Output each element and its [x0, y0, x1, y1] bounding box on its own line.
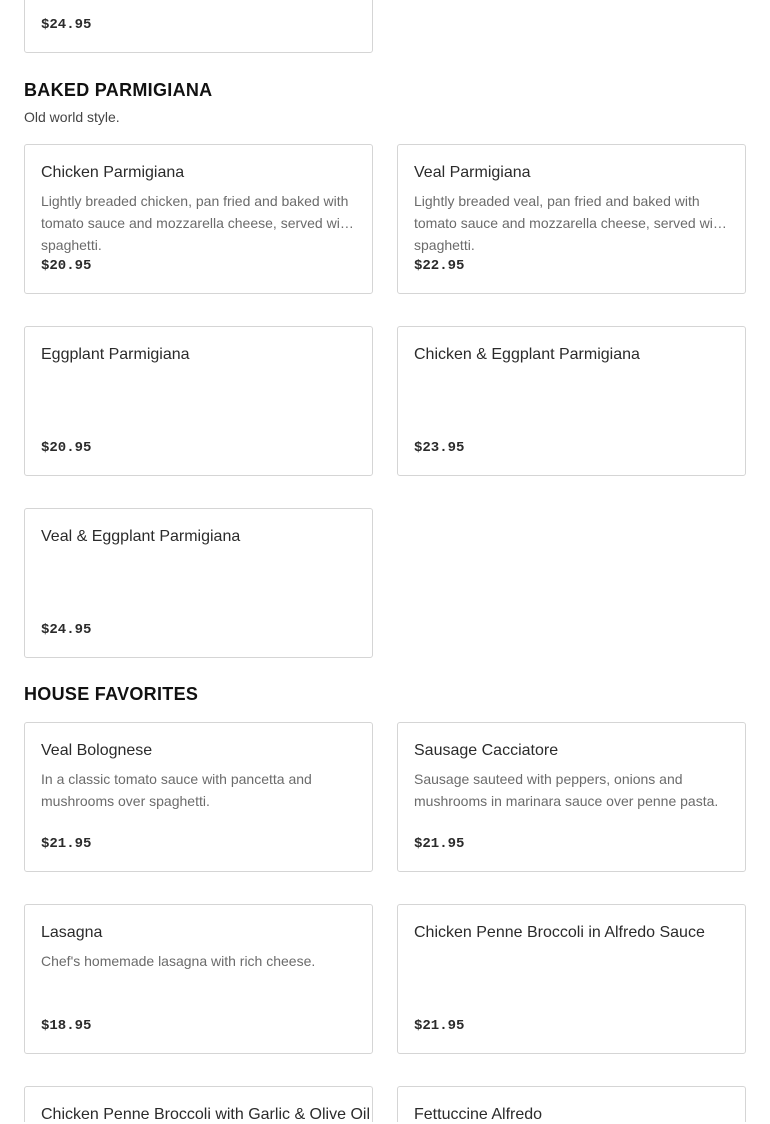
item-name: Chicken & Eggplant Parmigiana [414, 346, 640, 363]
item-name: Fettuccine Alfredo [414, 1106, 543, 1123]
menu-item-card[interactable] [24, 722, 373, 872]
item-name: Chicken Penne Broccoli in Alfredo Sauce [414, 924, 705, 941]
item-price: $21.95 [414, 836, 465, 852]
item-price: $20.95 [41, 440, 92, 456]
item-name: Sausage Cacciatore [414, 742, 559, 759]
item-name: Veal Bolognese [41, 742, 153, 759]
item-name: Eggplant Parmigiana [41, 346, 190, 363]
item-price: $18.95 [41, 1018, 92, 1034]
item-description: Sausage sauteed with peppers, onions and mushrooms in marinara sauce over penne pasta. [414, 771, 719, 809]
menu-item-card[interactable] [24, 1086, 373, 1122]
item-price: $20.95 [41, 258, 92, 274]
item-description: Lightly breaded veal, pan fried and baked with tomato sauce and mozzarella cheese, served with spaghetti. [414, 193, 725, 253]
item-description: In a classic tomato sauce with pancetta and mushrooms over spaghetti. [41, 771, 312, 809]
menu-item-card[interactable] [24, 326, 373, 476]
menu-item-card[interactable] [24, 904, 373, 1054]
menu-item-card[interactable] [397, 722, 746, 872]
section-title: BAKED PARMIGIANA [24, 80, 213, 100]
menu-item-card[interactable] [397, 144, 746, 294]
item-price: $22.95 [414, 258, 465, 274]
item-description: Chef's homemade lasagna with rich cheese. [41, 953, 316, 969]
menu-item-card[interactable] [24, 0, 373, 53]
section-title: HOUSE FAVORITES [24, 684, 199, 704]
item-name: Veal & Eggplant Parmigiana [41, 528, 241, 545]
item-price: $21.95 [414, 1018, 465, 1034]
menu-item-card[interactable] [24, 508, 373, 658]
item-name: Chicken Penne Broccoli with Garlic & Olive Oil [41, 1106, 371, 1123]
menu-item-card[interactable] [397, 326, 746, 476]
menu-item-card[interactable] [397, 1086, 746, 1122]
item-description: Lightly breaded chicken, pan fried and baked with tomato sauce and mozzarella cheese, served with spaghetti. [41, 193, 352, 253]
item-name: Chicken Parmigiana [41, 164, 185, 181]
item-price: $21.95 [41, 836, 92, 852]
menu-item-card[interactable] [397, 904, 746, 1054]
item-price: $24.95 [41, 17, 92, 33]
item-price: $24.95 [41, 622, 92, 638]
item-name: Veal Parmigiana [414, 164, 531, 181]
item-price: $23.95 [414, 440, 465, 456]
menu-item-card[interactable] [24, 144, 373, 294]
item-name: Lasagna [41, 924, 103, 941]
section-subtitle: Old world style. [24, 109, 120, 125]
